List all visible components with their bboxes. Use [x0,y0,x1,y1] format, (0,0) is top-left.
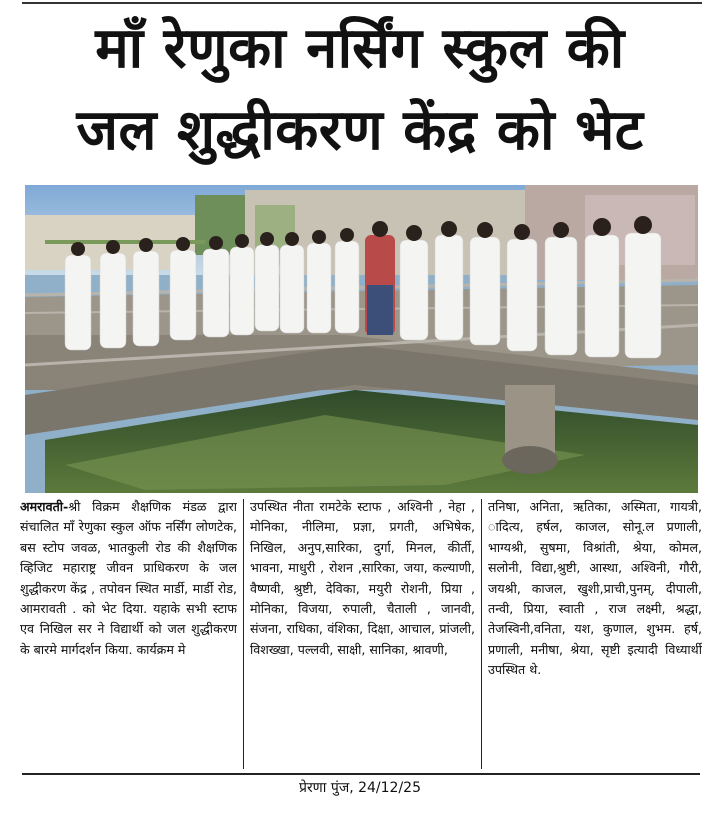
publication-footer: प्रेरणा पुंज, 24/12/25 [298,780,421,796]
column-divider [481,499,482,769]
article-column-1 [20,497,237,772]
article-column-3: तनिषा, अनिता, ऋतिका, अस्मिता, गायत्री, ादित्य, हर्षल, काजल, सोनू.ल प्रणाली, भाग्यश्री, सुषमा, विश्रांती, श्रेया, कोमल, सलोनी, विद्या,श्रुष्टी, आस्था, अश्विनी, गौरी, जयश्री, काजल, खुशी,प्राची,पुनम्, दीपाली, तन्वी, प्रिया, स्वाती , राज लक्ष्मी, श्रद्धा, तेजस्विनी,वनिता, यश, कुणाल, शुभम. हर्ष, प्रणाली, मनीषा, श्रेया, सृष्टी इत्यादी विध्यार्थी उपस्थित थे. [488,499,702,678]
top-rule [22,2,702,4]
article-column-2: उपस्थित नीता रामटेके स्टाफ , अश्विनी , नेहा , मोनिका, नीलिमा, प्रज्ञा, प्रगती, अभिषेक, निखिल, अनुप,सारिका, दुर्गा, मिनल, कीर्ती, भावना, माधुरी , रोशन ,सारिका, जया, कल्याणी, वैष्णवी, श्रुष्टी, देविका, मयुरी रोशनी, प्रिया , मोनिका, विजया, रुपाली, चैताली , जानवी, संजना, राधिका, वंशिका, दिक्षा, आचाल, प्रांजली, विशख्खा, पल्लवी, साक्षी, सानिका, श्रावणी, [250,499,475,657]
column-divider [243,499,244,769]
article-body [20,497,702,772]
water-plant-photo-icon [25,185,698,493]
dateline: अमरावती- [20,499,69,514]
bottom-rule [22,773,700,775]
headline-line-2: जल शुद्धीकरण केंद्र को भेट [76,98,644,163]
article-column-1-text: श्री विक्रम शैक्षणिक मंडळ द्वारा संचालित माँ रेणुका स्कुल ऑफ नर्सिंग लोणटेक, बस स्टोप जवळ, भातकुली रोड की शैक्षणिक व्हिजिट महाराष्ट्र जीवन प्राधिकरण के जल शुद्धीकरण केंद्र , तपोवन स्थित मार्डी, मार्डी रोड, आमरावती . को भेट दिया. यहाके सभी स्टाफ एव निखिल सर ने विद्यार्थी को जल शुद्धीकरण के बारमे मार्गदर्शन किया. कार्यक्रम मे [20,499,237,657]
headline-line-1: माँ रेणुका नर्सिंग स्कुल की [95,16,625,81]
news-photo [25,185,698,493]
